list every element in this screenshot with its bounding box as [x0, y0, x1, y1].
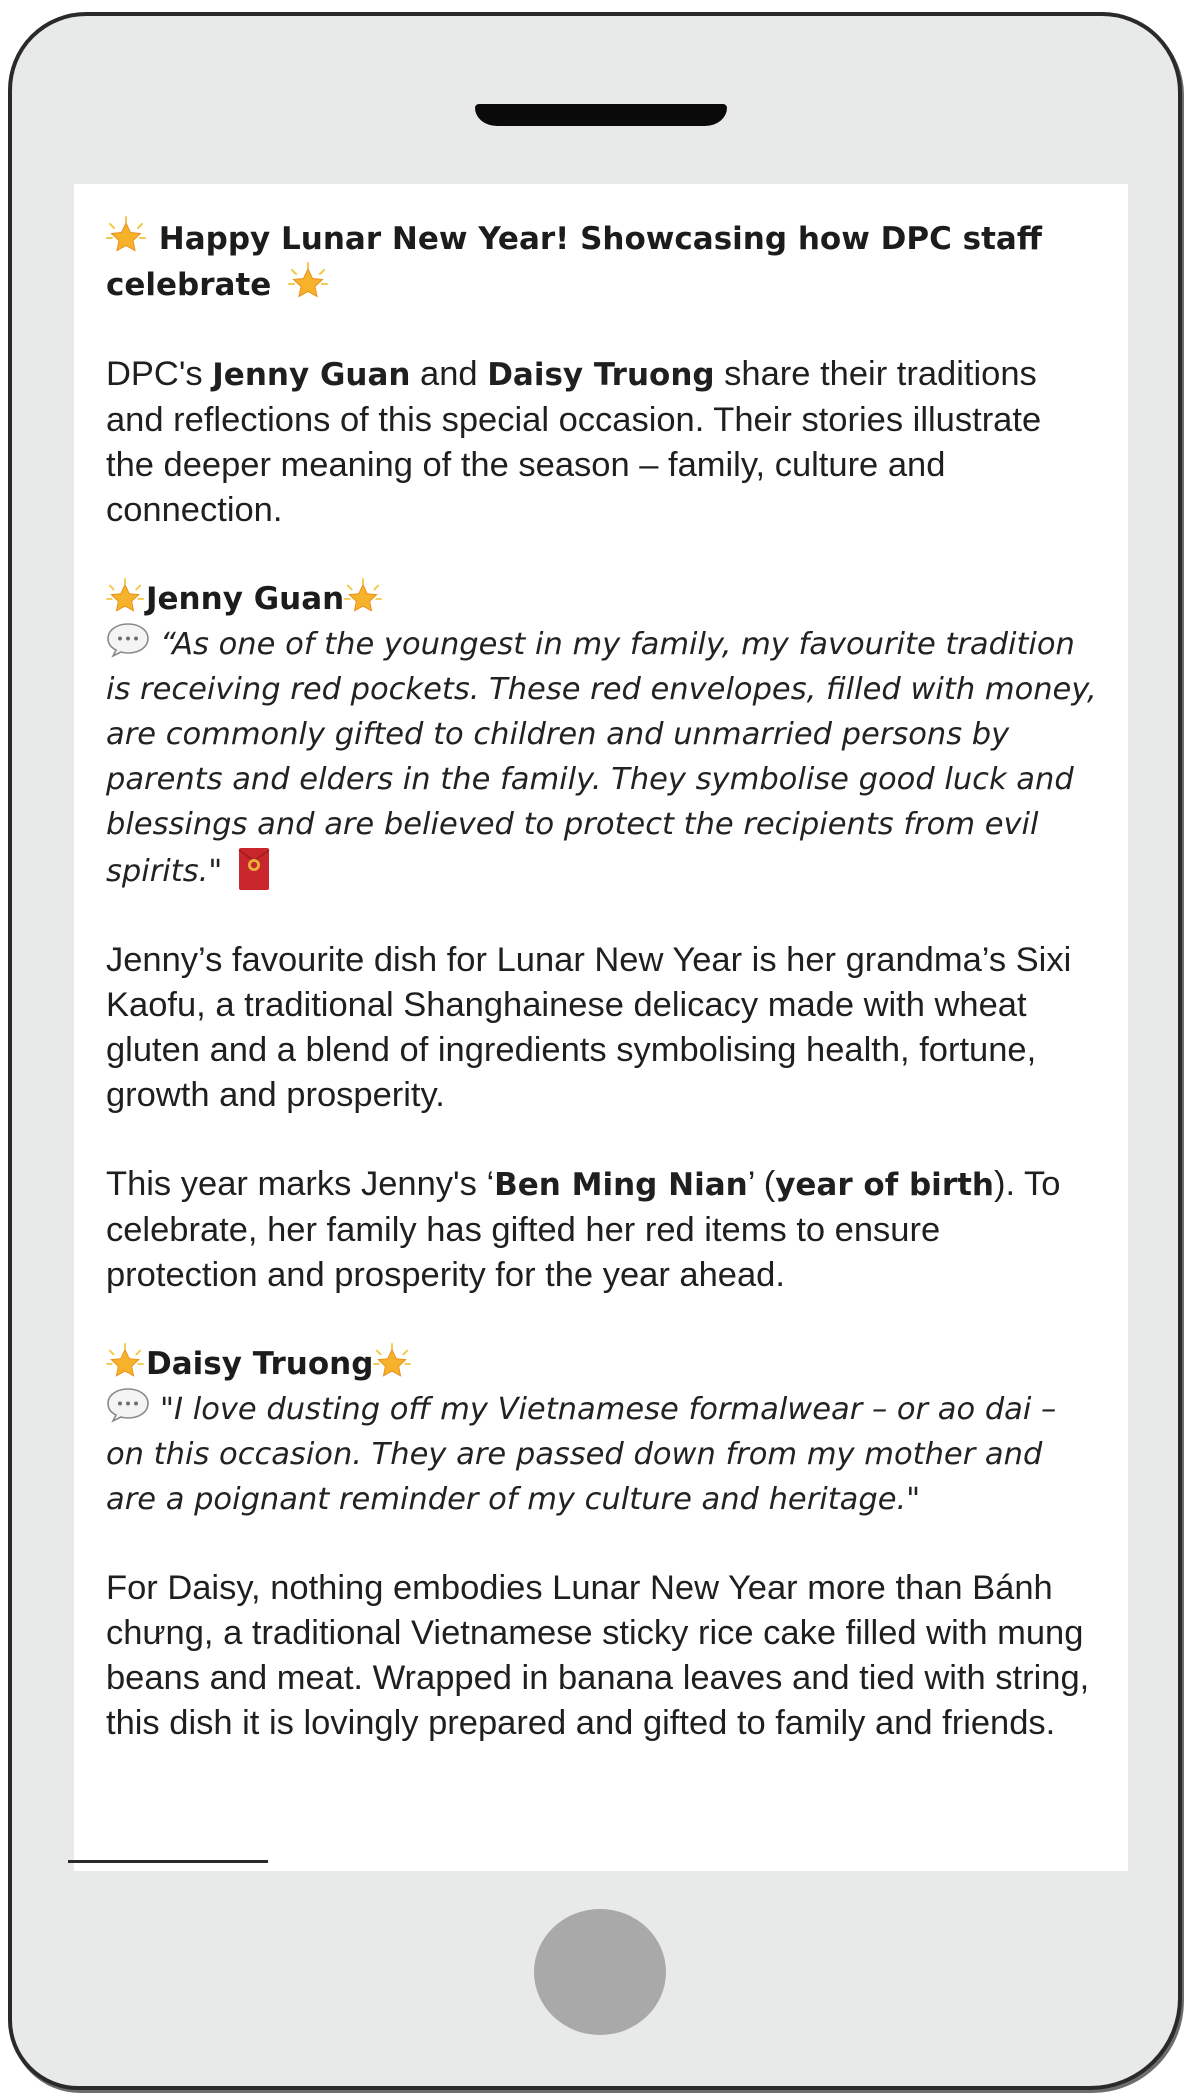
jenny-name: Jenny Guan	[146, 581, 345, 617]
glowing-star-icon	[106, 1343, 144, 1381]
screen-bottom-edge	[68, 1860, 268, 1863]
jenny-ben-ming-paragraph	[106, 1162, 1098, 1298]
ben-ming-term: Ben Ming Nian	[494, 1167, 748, 1203]
intro-and: and	[410, 355, 488, 393]
speech-bubble-icon	[106, 622, 150, 658]
post-title-text: Happy Lunar New Year! Showcasing how DPC staff celebrate	[106, 221, 1042, 303]
jenny-quote	[106, 622, 1098, 894]
daisy-quote	[106, 1387, 1098, 1522]
daisy-name: Daisy Truong	[146, 1346, 374, 1382]
glowing-star-icon	[106, 216, 146, 256]
phone-screen	[74, 184, 1128, 1871]
speech-bubble-icon	[106, 1387, 150, 1423]
ben-ming-rest: ). To celebrate, her family has gifted her red items to ensure protection and prosperity for the year ahead.	[106, 1165, 1061, 1294]
ben-ming-mid: ’ (	[747, 1165, 776, 1203]
jenny-dish-paragraph: Jenny’s favourite dish for Lunar New Year is her grandma’s Sixi Kaofu, a traditional Shanghainese delicacy made with wheat gluten and a blend of ingredients symbolising health, fortune, growth and prosperity.	[106, 941, 1072, 1114]
intro-prefix: DPC's	[106, 355, 213, 393]
red-envelope-icon	[238, 847, 270, 891]
glowing-star-icon	[106, 578, 144, 616]
glowing-star-icon	[288, 262, 328, 302]
home-button[interactable]	[534, 1909, 666, 2035]
intro-paragraph	[106, 352, 1098, 533]
intro-name-daisy: Daisy Truong	[487, 357, 715, 393]
daisy-dish-paragraph: For Daisy, nothing embodies Lunar New Year more than Bánh chưng, a traditional Vietnamese sticky rice cake filled with mung beans and meat. Wrapped in banana leaves and tied with string, this dish it is lovingly prepared and gifted to family and friends.	[106, 1569, 1090, 1742]
post-title	[106, 216, 1098, 308]
ben-ming-meaning: year of birth	[775, 1167, 994, 1203]
daisy-heading	[106, 1342, 1098, 1387]
phone-speaker	[475, 104, 727, 126]
daisy-quote-text: "I love dusting off my Vietnamese formalwear – or ao dai – on this occasion. They are passed down from my mother and are a poignant reminder of my culture and heritage."	[106, 1392, 1057, 1517]
daisy-section	[106, 1342, 1098, 1746]
jenny-quote-text: “As one of the youngest in my family, my favourite tradition is receiving red pockets. These red envelopes, filled with money, are commonly gifted to children and unmarried persons by parents and elders in the family. They symbolise good luck and blessings and are believed to protect the recipients from evil spirits."	[106, 627, 1097, 889]
jenny-section	[106, 577, 1098, 1298]
phone-frame	[8, 12, 1182, 2090]
intro-name-jenny: Jenny Guan	[212, 357, 411, 393]
intro-rest: share their traditions and reflections of this special occasion. Their stories illustrate the deeper meaning of the season – family, culture and connection.	[106, 355, 1042, 529]
jenny-heading	[106, 577, 1098, 622]
glowing-star-icon	[373, 1343, 411, 1381]
ben-ming-prefix: This year marks Jenny's ‘	[106, 1165, 495, 1203]
glowing-star-icon	[344, 578, 382, 616]
